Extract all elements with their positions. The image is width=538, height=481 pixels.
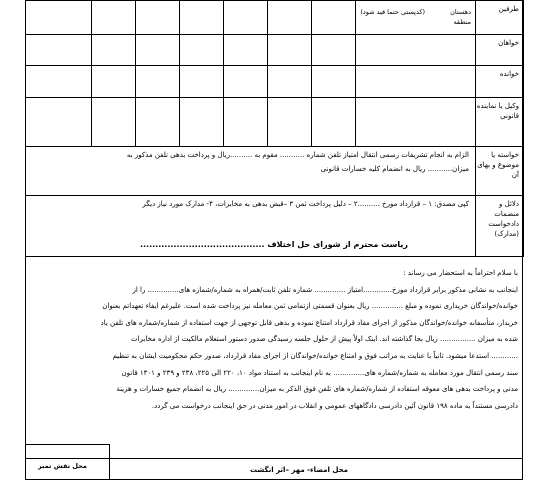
label-parties: طرفین bbox=[476, 1, 524, 35]
council-title: ریاست محترم از شورای حل اختلاف ......................................... bbox=[139, 240, 409, 249]
label-request: خواسته یا موضوع و بهای آن bbox=[476, 147, 524, 196]
label-lawyer: وکیل یا نماینده قانونی bbox=[476, 98, 524, 147]
signature-label: محل امضاء- مهر –اثر انگشت bbox=[250, 466, 348, 474]
page-border bbox=[25, 0, 523, 480]
stamp-label: محل نقش تمبر bbox=[38, 462, 87, 470]
note-region: منطقه bbox=[453, 18, 471, 26]
body-line-3: خوانده/خواندگان خریداری نموده و مبلغ .............. ریال بعنوان قسمتی ازتمامی ثمن معامله نیز پرداخت شده است. علیرغم ایفاء تعهداتم بعنوان bbox=[102, 302, 518, 311]
request-line-1: الزام به انجام تشریفات رسمی انتقال امتیاز تلفن شماره ........... مقوم به ..........ریال و پرداخت بدهی تلفن مذکور به bbox=[126, 151, 469, 159]
body-line-1: با سلام احتراماً به استحضار می رساند : bbox=[403, 269, 518, 277]
request-line-2: میزان........... ریال به انضمام کلیه خسارات قانونی bbox=[320, 165, 469, 173]
body-line-4: خریدار، متأسفانه خوانده/خواندگان مذکور از اجرای مفاد قرارداد امتناع نموده و بدهی قابل توجهی از جهت استفاده از شماره/شماره های تلفن یاد bbox=[100, 318, 518, 327]
evidence-line-1: کپی مصدق: ۱ – قرارداد مورخ ..........۲ – دلیل پرداخت ثمن ۳ –قبض بدهی به مخابرات، ۴- مدارک مورد نیاز دیگر bbox=[142, 200, 469, 208]
label-evidence: دلائل و منضمات دادخواست (مدارک) bbox=[476, 196, 524, 257]
body-line-9: دادرسی مستنداً به ماده ۱۹۸ قانون آئین دادرسی دادگاههای عمومی و انقلاب در امور مدنی در حق اینجانب درخواست می گردد. bbox=[151, 401, 518, 410]
body-line-8: مدنی و پرداخت بدهی های معوقه استفاده از شماره/شماره های تلفن فوق الذکر به میزان.............. ریال به انضمام جمیع خسارات و هزینة bbox=[116, 385, 518, 394]
label-plaintiff: خواهان bbox=[476, 35, 524, 66]
body-line-6: ............ استدعا میشود. ثانیاً با عنایت به مراتب فوق و امتناع خوانده/خواندگان از اجرای مفاد قرارداد، صدور حکم محکومیت ایشان به تنظیم bbox=[112, 351, 518, 360]
note-postal-code: (کدپستی حتما قید شود) bbox=[360, 8, 425, 16]
body-line-7: سند رسمی انتقال مورد معامله به شماره/شماره های.............. به نام اینجانب به استناد مواد ۱۰، ۲۲۰ الی ۲۲۵، ۲۳۸ و ۲۳۹ و ۱۳۰۱ قانون bbox=[121, 368, 518, 377]
body-line-2: اینجانب به نشانی مذکور برابر قرارداد مورخ.............امتیاز .............. شماره تلفن ثابت/همراه به شماره/شماره های.............. را از bbox=[132, 285, 518, 294]
note-village: دهستان bbox=[450, 8, 471, 16]
label-defendant: خوانده bbox=[476, 66, 524, 98]
body-line-5: شده به میزان ................ ریال بجا گذاشته اند. اینک اولاً پیش از حلول جلسه رسیدگی صدور دستور استعلام مالکیت از اداره مخابرات bbox=[130, 335, 518, 344]
